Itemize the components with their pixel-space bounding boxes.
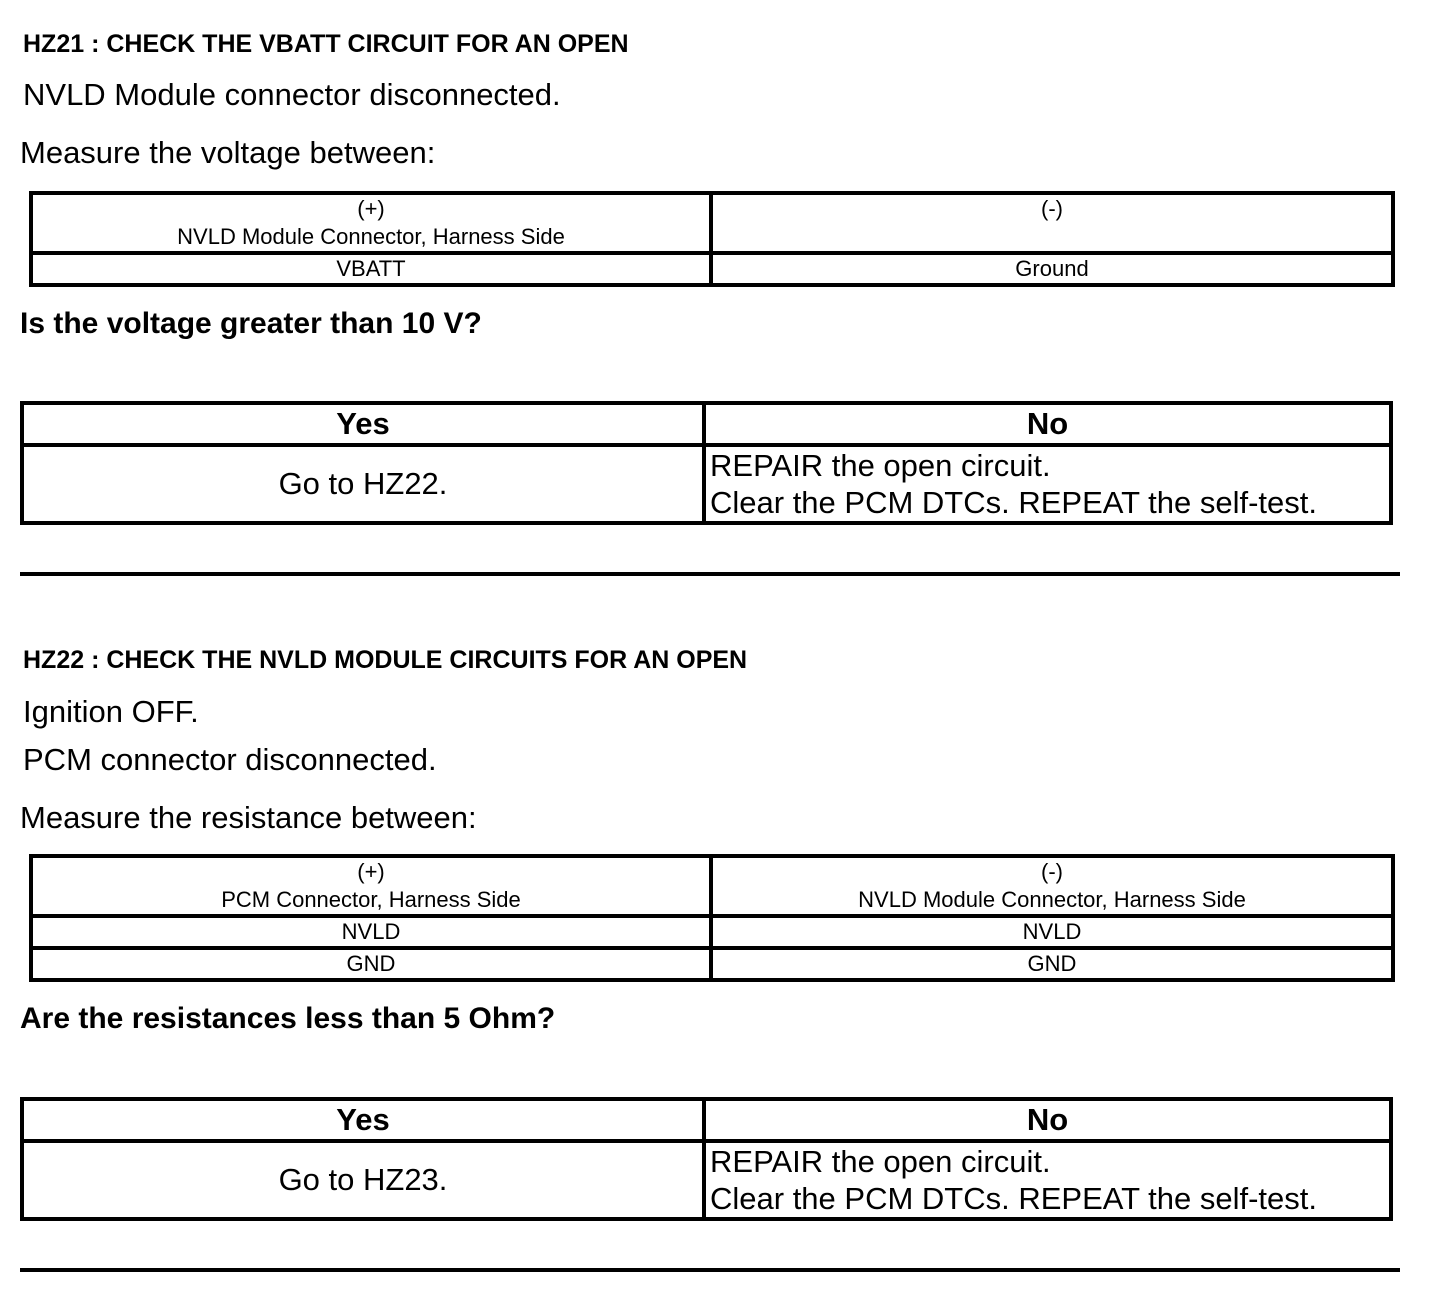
table-cell: NVLD xyxy=(711,916,1393,948)
step-title: HZ21 : CHECK THE VBATT CIRCUIT FOR AN OPEN xyxy=(23,30,629,58)
answer-table xyxy=(20,401,1393,525)
measure-prompt: Measure the voltage between: xyxy=(20,135,436,170)
measure-table-header xyxy=(31,193,1393,253)
positive-sign: (+) xyxy=(357,859,385,884)
positive-location: NVLD Module Connector, Harness Side xyxy=(177,224,565,249)
table-cell: Ground xyxy=(711,253,1393,285)
positive-probe-header xyxy=(31,856,711,916)
table-row xyxy=(31,948,1393,980)
answer-table-header xyxy=(22,1099,1391,1141)
measure-prompt: Measure the resistance between: xyxy=(20,800,477,835)
negative-probe-header xyxy=(711,193,1393,253)
condition-text: Ignition OFF. xyxy=(23,694,199,729)
table-row xyxy=(31,916,1393,948)
table-cell: NVLD xyxy=(31,916,711,948)
table-cell: GND xyxy=(711,948,1393,980)
yes-action: Go to HZ23. xyxy=(22,1141,704,1219)
negative-probe-header xyxy=(711,856,1393,916)
positive-sign: (+) xyxy=(357,196,385,221)
question-text: Are the resistances less than 5 Ohm? xyxy=(20,1002,556,1035)
answer-row xyxy=(22,445,1391,523)
yes-header: Yes xyxy=(22,403,704,445)
no-action-line: REPAIR the open circuit. xyxy=(710,448,1051,483)
no-action-line: Clear the PCM DTCs. REPEAT the self-test. xyxy=(710,485,1317,520)
no-action-line: Clear the PCM DTCs. REPEAT the self-test. xyxy=(710,1181,1317,1216)
negative-location: NVLD Module Connector, Harness Side xyxy=(858,887,1246,912)
no-header: No xyxy=(704,403,1391,445)
positive-probe-header xyxy=(31,193,711,253)
answer-row xyxy=(22,1141,1391,1219)
yes-header: Yes xyxy=(22,1099,704,1141)
yes-action: Go to HZ22. xyxy=(22,445,704,523)
no-action xyxy=(704,445,1391,523)
section-divider xyxy=(20,572,1400,576)
answer-table xyxy=(20,1097,1393,1221)
measure-table-header xyxy=(31,856,1393,916)
condition-text: PCM connector disconnected. xyxy=(23,742,437,777)
answer-table-header xyxy=(22,403,1391,445)
condition-text: NVLD Module connector disconnected. xyxy=(23,77,561,112)
measure-table xyxy=(29,191,1395,287)
no-header: No xyxy=(704,1099,1391,1141)
step-title: HZ22 : CHECK THE NVLD MODULE CIRCUITS FOR AN OPEN xyxy=(23,646,748,674)
negative-sign: (-) xyxy=(1041,196,1063,221)
table-cell: GND xyxy=(31,948,711,980)
positive-location: PCM Connector, Harness Side xyxy=(221,887,521,912)
measure-table xyxy=(29,854,1395,982)
table-row xyxy=(31,253,1393,285)
negative-sign: (-) xyxy=(1041,859,1063,884)
table-cell: VBATT xyxy=(31,253,711,285)
no-action xyxy=(704,1141,1391,1219)
section-divider xyxy=(20,1268,1400,1272)
question-text: Is the voltage greater than 10 V? xyxy=(20,307,482,340)
no-action-line: REPAIR the open circuit. xyxy=(710,1144,1051,1179)
